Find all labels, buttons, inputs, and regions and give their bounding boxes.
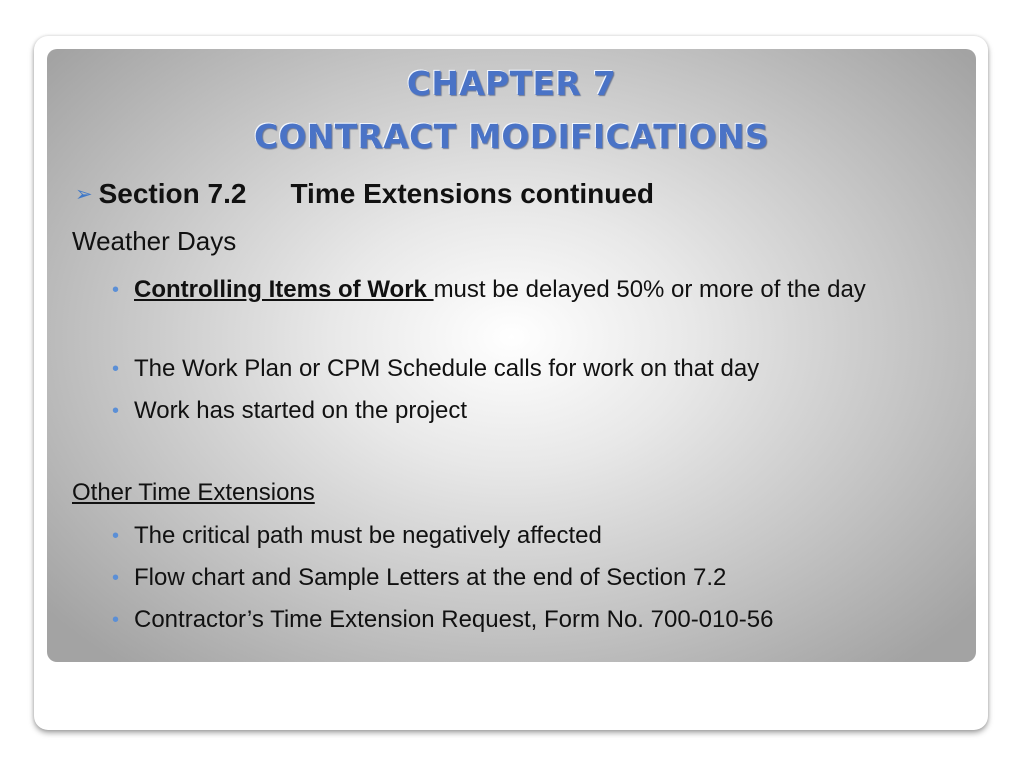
weather-bullet-1-text: must be delayed 50% or more of the day xyxy=(433,276,866,303)
other-bullet-3-text: Contractor’s Time Extension Request, Form No. 700-010-56 xyxy=(134,606,774,633)
weather-bullet-2-text: The Work Plan or CPM Schedule calls for work on that day xyxy=(134,355,760,382)
bullet-dot-icon: • xyxy=(112,400,120,422)
section-number: Section 7.2 xyxy=(98,178,247,209)
bullet-dot-icon: • xyxy=(112,279,120,301)
controlling-items-emphasis: Controlling Items of Work xyxy=(134,276,434,303)
other-bullet-1 xyxy=(112,517,947,555)
bullet-dot-icon: • xyxy=(112,525,120,547)
bullet-dot-icon: • xyxy=(112,358,120,380)
other-bullet-3 xyxy=(112,601,947,639)
other-bullet-2 xyxy=(112,559,947,597)
weather-days-heading: Weather Days xyxy=(72,226,237,256)
arrow-bullet-icon: ➢ xyxy=(75,183,93,206)
weather-bullet-1 xyxy=(112,271,947,309)
chapter-title: CHAPTER 7 xyxy=(406,64,617,103)
other-extensions-heading: Other Time Extensions xyxy=(72,479,315,506)
weather-bullet-2 xyxy=(112,350,947,388)
section-title: Time Extensions continued xyxy=(290,178,655,209)
section-heading xyxy=(75,178,654,210)
chapter-subtitle: CONTRACT MODIFICATIONS xyxy=(254,117,769,156)
weather-bullet-3 xyxy=(112,392,947,430)
bullet-dot-icon: • xyxy=(112,609,120,631)
other-bullet-2-text: Flow chart and Sample Letters at the end of Section 7.2 xyxy=(134,564,727,591)
bullet-dot-icon: • xyxy=(112,567,120,589)
other-bullet-1-text: The critical path must be negatively affected xyxy=(134,522,602,549)
weather-bullet-3-text: Work has started on the project xyxy=(134,397,468,424)
